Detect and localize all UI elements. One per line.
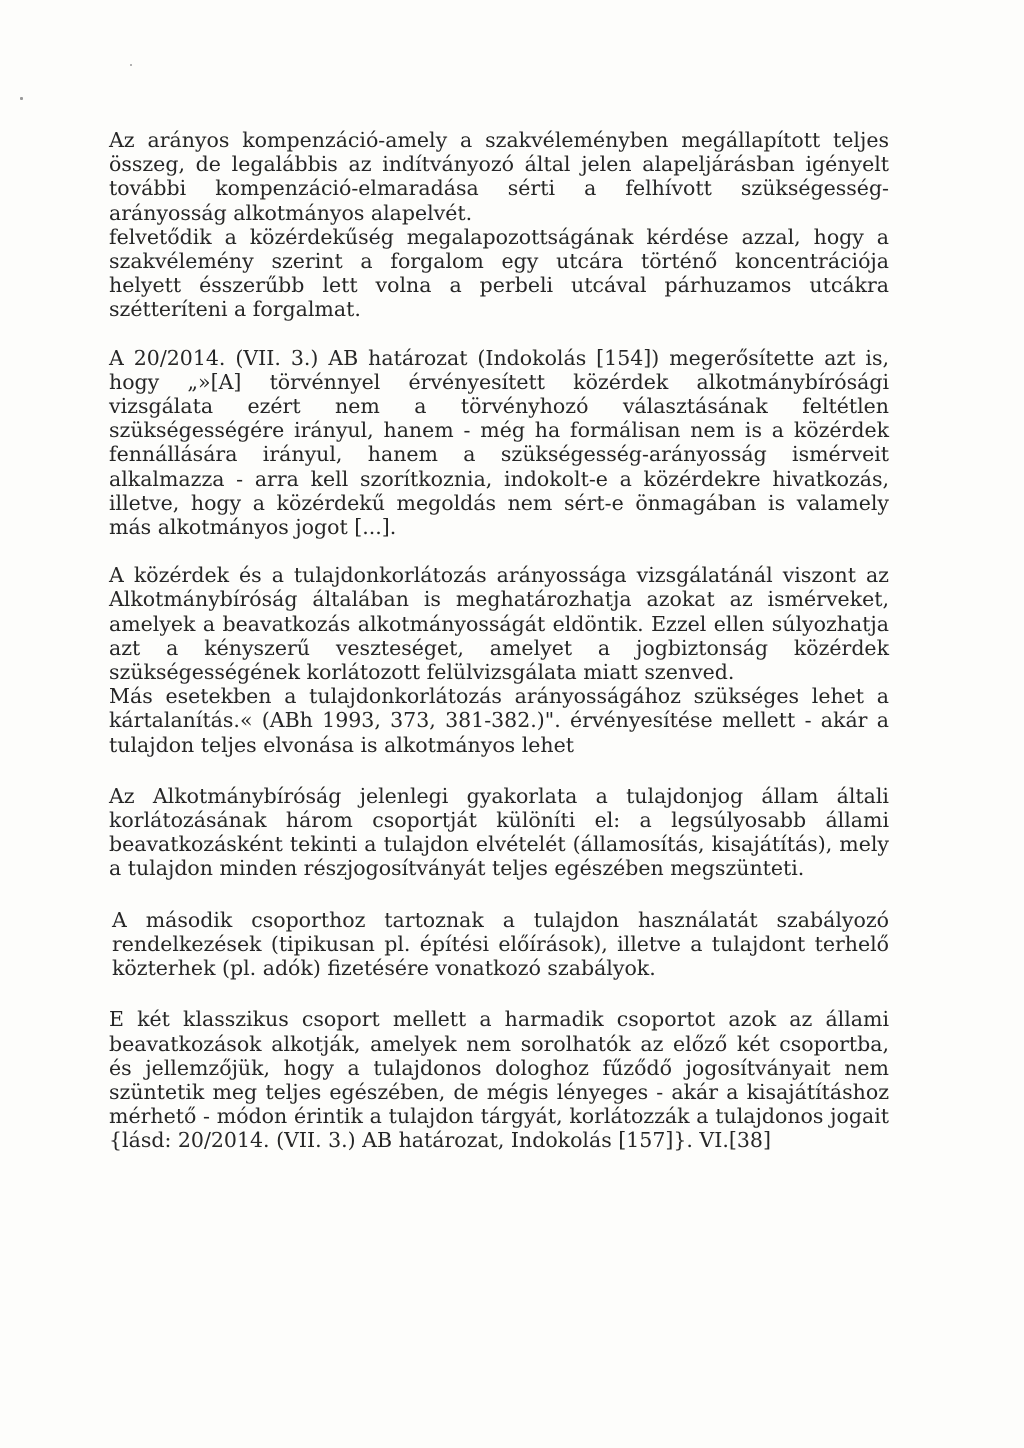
document-body	[109, 128, 889, 1153]
scan-speck	[20, 97, 23, 100]
paragraph-third-group: E két klasszikus csoport mellett a harmadik csoportot azok az állami beavatkozások alkotják, amelyek nem sorolhatók az előző két csoportba, és jellemzőjük, hogy a tulajdonos dologhoz fűződő jogosítványait nem szüntetik meg teljes egészében, de mégis lényeges - akár a kisajátításhoz mérhető - módon érintik a tulajdon tárgyát, korlátozzák a tulajdonos jogait {lásd: 20/2014. (VII. 3.) AB határozat, Indokolás [157]}. VI.[38]	[109, 1007, 889, 1153]
paragraph-three-groups: Az Alkotmánybíróság jelenlegi gyakorlata a tulajdonjog állam általi korlátozásának három csoportját különíti el: a legsúlyosabb állami beavatkozásként tekinti a tulajdon elvételét (államosítás, kisajátítás), mely a tulajdon minden részjogosítványát teljes egészében megszünteti.	[109, 783, 889, 881]
paragraph-proportional-compensation: Az arányos kompenzáció-amely a szakvéleményben megállapított teljes összeg, de legalábbis az indítványozó által jelen alapeljárásban igényelt további kompenzáció-elmaradása sérti a felhívott szükségesség-arányosság alkotmányos alapelvét.	[109, 128, 889, 225]
scan-speck	[130, 64, 132, 66]
paragraph-second-group: A második csoporthoz tartoznak a tulajdon használatát szabályozó rendelkezések (tipikusan pl. építési előírások), illetve a tulajdont terhelő közterhek (pl. adók) fizetésére vonatkozó szabályok.	[112, 907, 889, 981]
paragraph-public-interest-question: felvetődik a közérdekűség megalapozottságának kérdése azzal, hogy a szakvélemény szerint a forgalom egy utcára történő koncentrációja helyett ésszerűbb lett volna a perbeli utcával párhuzamos utcákra szétteríteni a forgalmat.	[109, 224, 889, 322]
paragraph-compensation-cases: Más esetekben a tulajdonkorlátozás arányosságához szükséges lehet a kártalanítás.« (ABh 1993, 373, 381-382.)". érvényesítése mellett - akár a tulajdon teljes elvonása is alkotmányos lehet	[109, 684, 889, 757]
paragraph-ab-decision-quote: A 20/2014. (VII. 3.) AB határozat (Indokolás [154]) megerősítette azt is, hogy „»[A] törvénnyel érvényesített közérdek alkotmánybírósági vizsgálata ezért nem a törvényhozó választásának feltétlen szükségességére irányul, hanem - még ha formálisan nem is a közérdek fennállására irányul, hanem a szükségesség-arányosság ismérveit alkalmazza - arra kell szorítkoznia, indokolt-e a közérdekre hivatkozás, illetve, hogy a közérdekű megoldás nem sért-e önmagában is valamely más alkotmányos jogot [...].	[109, 345, 889, 540]
paragraph-proportionality-review: A közérdek és a tulajdonkorlátozás arányossága vizsgálatánál viszont az Alkotmánybíróság általában is meghatározhatja azokat az ismérveket, amelyek a beavatkozás alkotmányosságát eldöntik. Ezzel ellen súlyozhatja azt a kényszerű veszteséget, amelyet a jogbiztonság közérdek szükségességének korlátozott felülvizsgálata miatt szenved.	[109, 563, 889, 685]
